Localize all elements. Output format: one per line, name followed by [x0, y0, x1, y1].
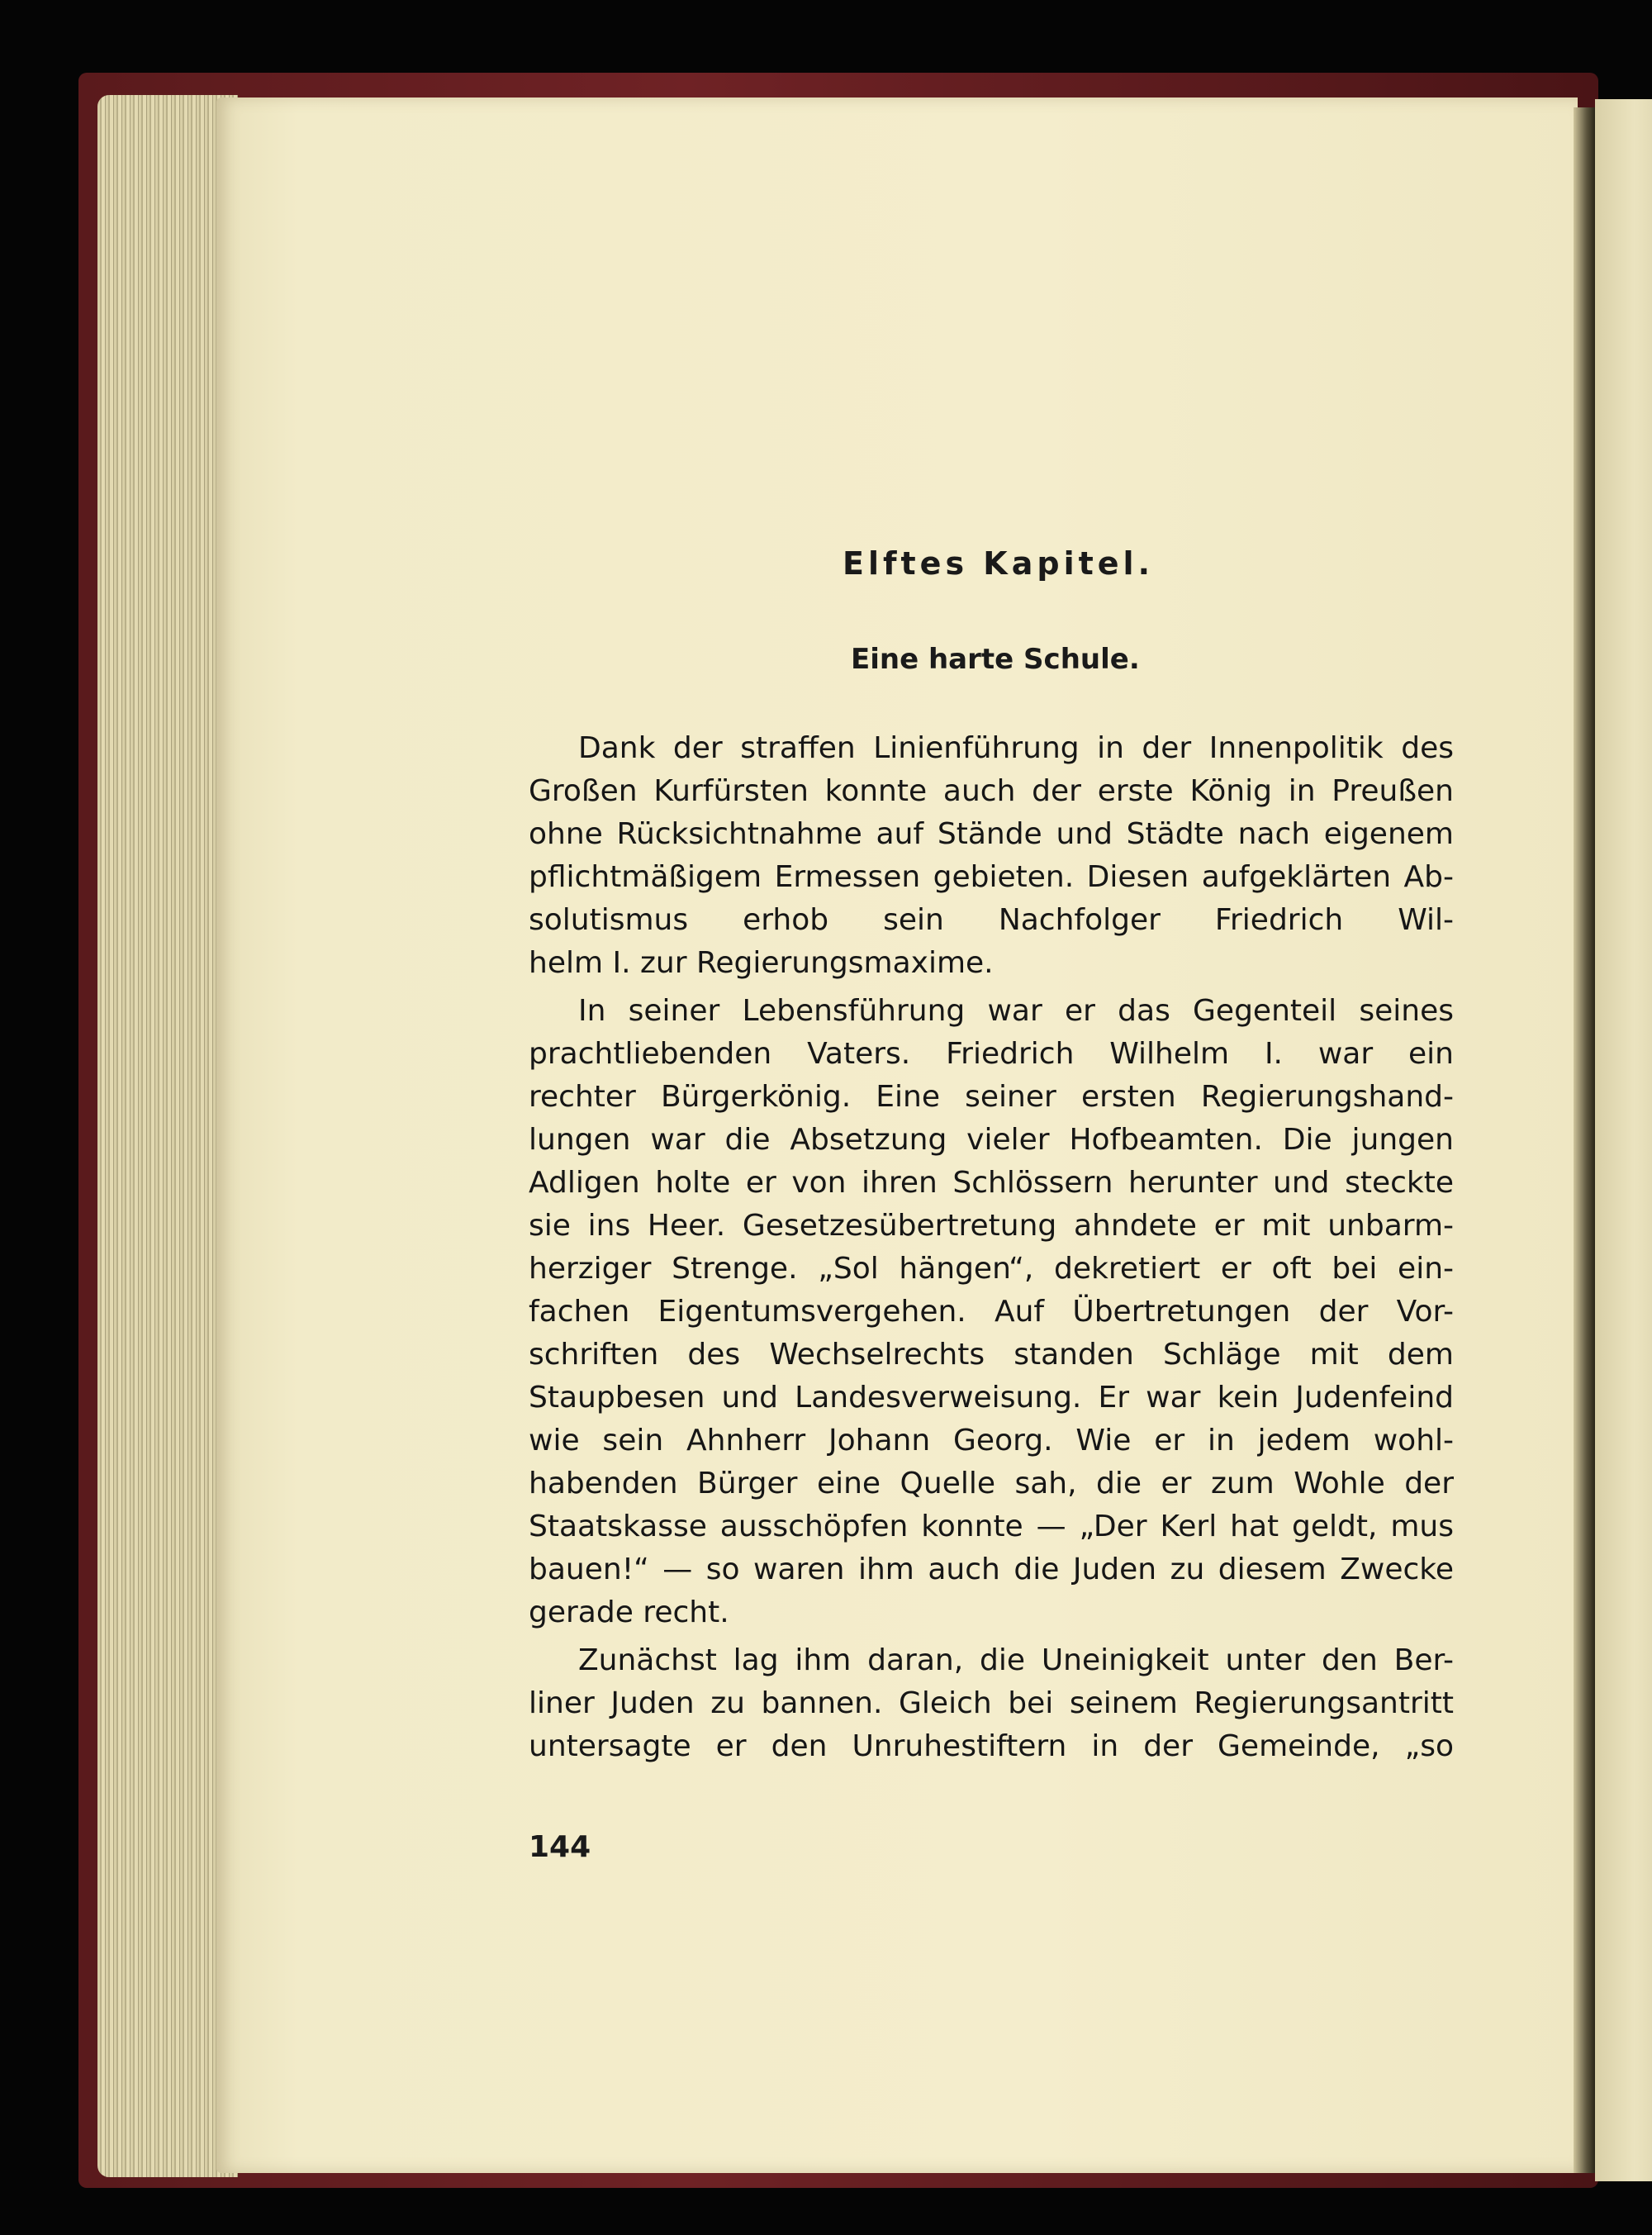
text-line: Staatskasse ausschöpfen konnte — „Der Kerl hat geldt, mus [529, 1510, 1454, 1543]
text-line: ohne Rücksichtnahme auf Stände und Städte nach eigenem [529, 817, 1454, 851]
text-line: herziger Strenge. „Sol hängen“, dekretiert er oft bei ein- [529, 1252, 1454, 1286]
page-number: 144 [529, 1830, 591, 1864]
text-line: Zunächst lag ihm daran, die Uneinigkeit unter den Ber- [578, 1643, 1454, 1677]
chapter-heading: Elftes Kapitel. [843, 545, 1155, 582]
text-line: liner Juden zu bannen. Gleich bei seinem Regierungsantritt [529, 1686, 1454, 1720]
text-line: Staupbesen und Landesverweisung. Er war kein Judenfeind [529, 1381, 1454, 1415]
text-line: Adligen holte er von ihren Schlössern herunter und steckte [529, 1166, 1454, 1200]
text-line: prachtliebenden Vaters. Friedrich Wilhelm I. war ein [529, 1037, 1454, 1071]
text-line: pflichtmäßigem Ermessen gebieten. Diesen aufgeklärten Ab- [529, 860, 1454, 894]
text-line: sie ins Heer. Gesetzesübertretung ahndete er mit unbarm- [529, 1209, 1454, 1243]
text-line: schriften des Wechselrechts standen Schläge mit dem [529, 1338, 1454, 1372]
text-line: bauen!“ — so waren ihm auch die Juden zu diesem Zwecke [529, 1553, 1454, 1586]
text-line: fachen Eigentumsvergehen. Auf Übertretungen der Vor- [529, 1295, 1454, 1329]
book-gutter [1574, 107, 1595, 2173]
text-line: In seiner Lebensführung war er das Gegenteil seines [578, 994, 1454, 1028]
text-line: solutismus erhob sein Nachfolger Friedrich Wil- [529, 903, 1454, 937]
facing-page [1595, 99, 1652, 2181]
text-line: lungen war die Absetzung vieler Hofbeamten. Die jungen [529, 1123, 1454, 1157]
text-line: Dank der straffen Linienführung in der Innenpolitik des [578, 731, 1454, 765]
text-line: Großen Kurfürsten konnte auch der erste König in Preußen [529, 774, 1454, 808]
text-line: rechter Bürgerkönig. Eine seiner ersten Regierungshand- [529, 1080, 1454, 1114]
text-line: gerade recht. [529, 1595, 729, 1629]
text-line: helm I. zur Regierungsmaxime. [529, 946, 994, 980]
text-line: untersagte er den Unruhestiftern in der Gemeinde, „so [529, 1729, 1454, 1763]
chapter-subtitle: Eine harte Schule. [851, 643, 1140, 676]
text-line: wie sein Ahnherr Johann Georg. Wie er in jedem wohl- [529, 1424, 1454, 1458]
text-line: habenden Bürger eine Quelle sah, die er zum Wohle der [529, 1467, 1454, 1500]
